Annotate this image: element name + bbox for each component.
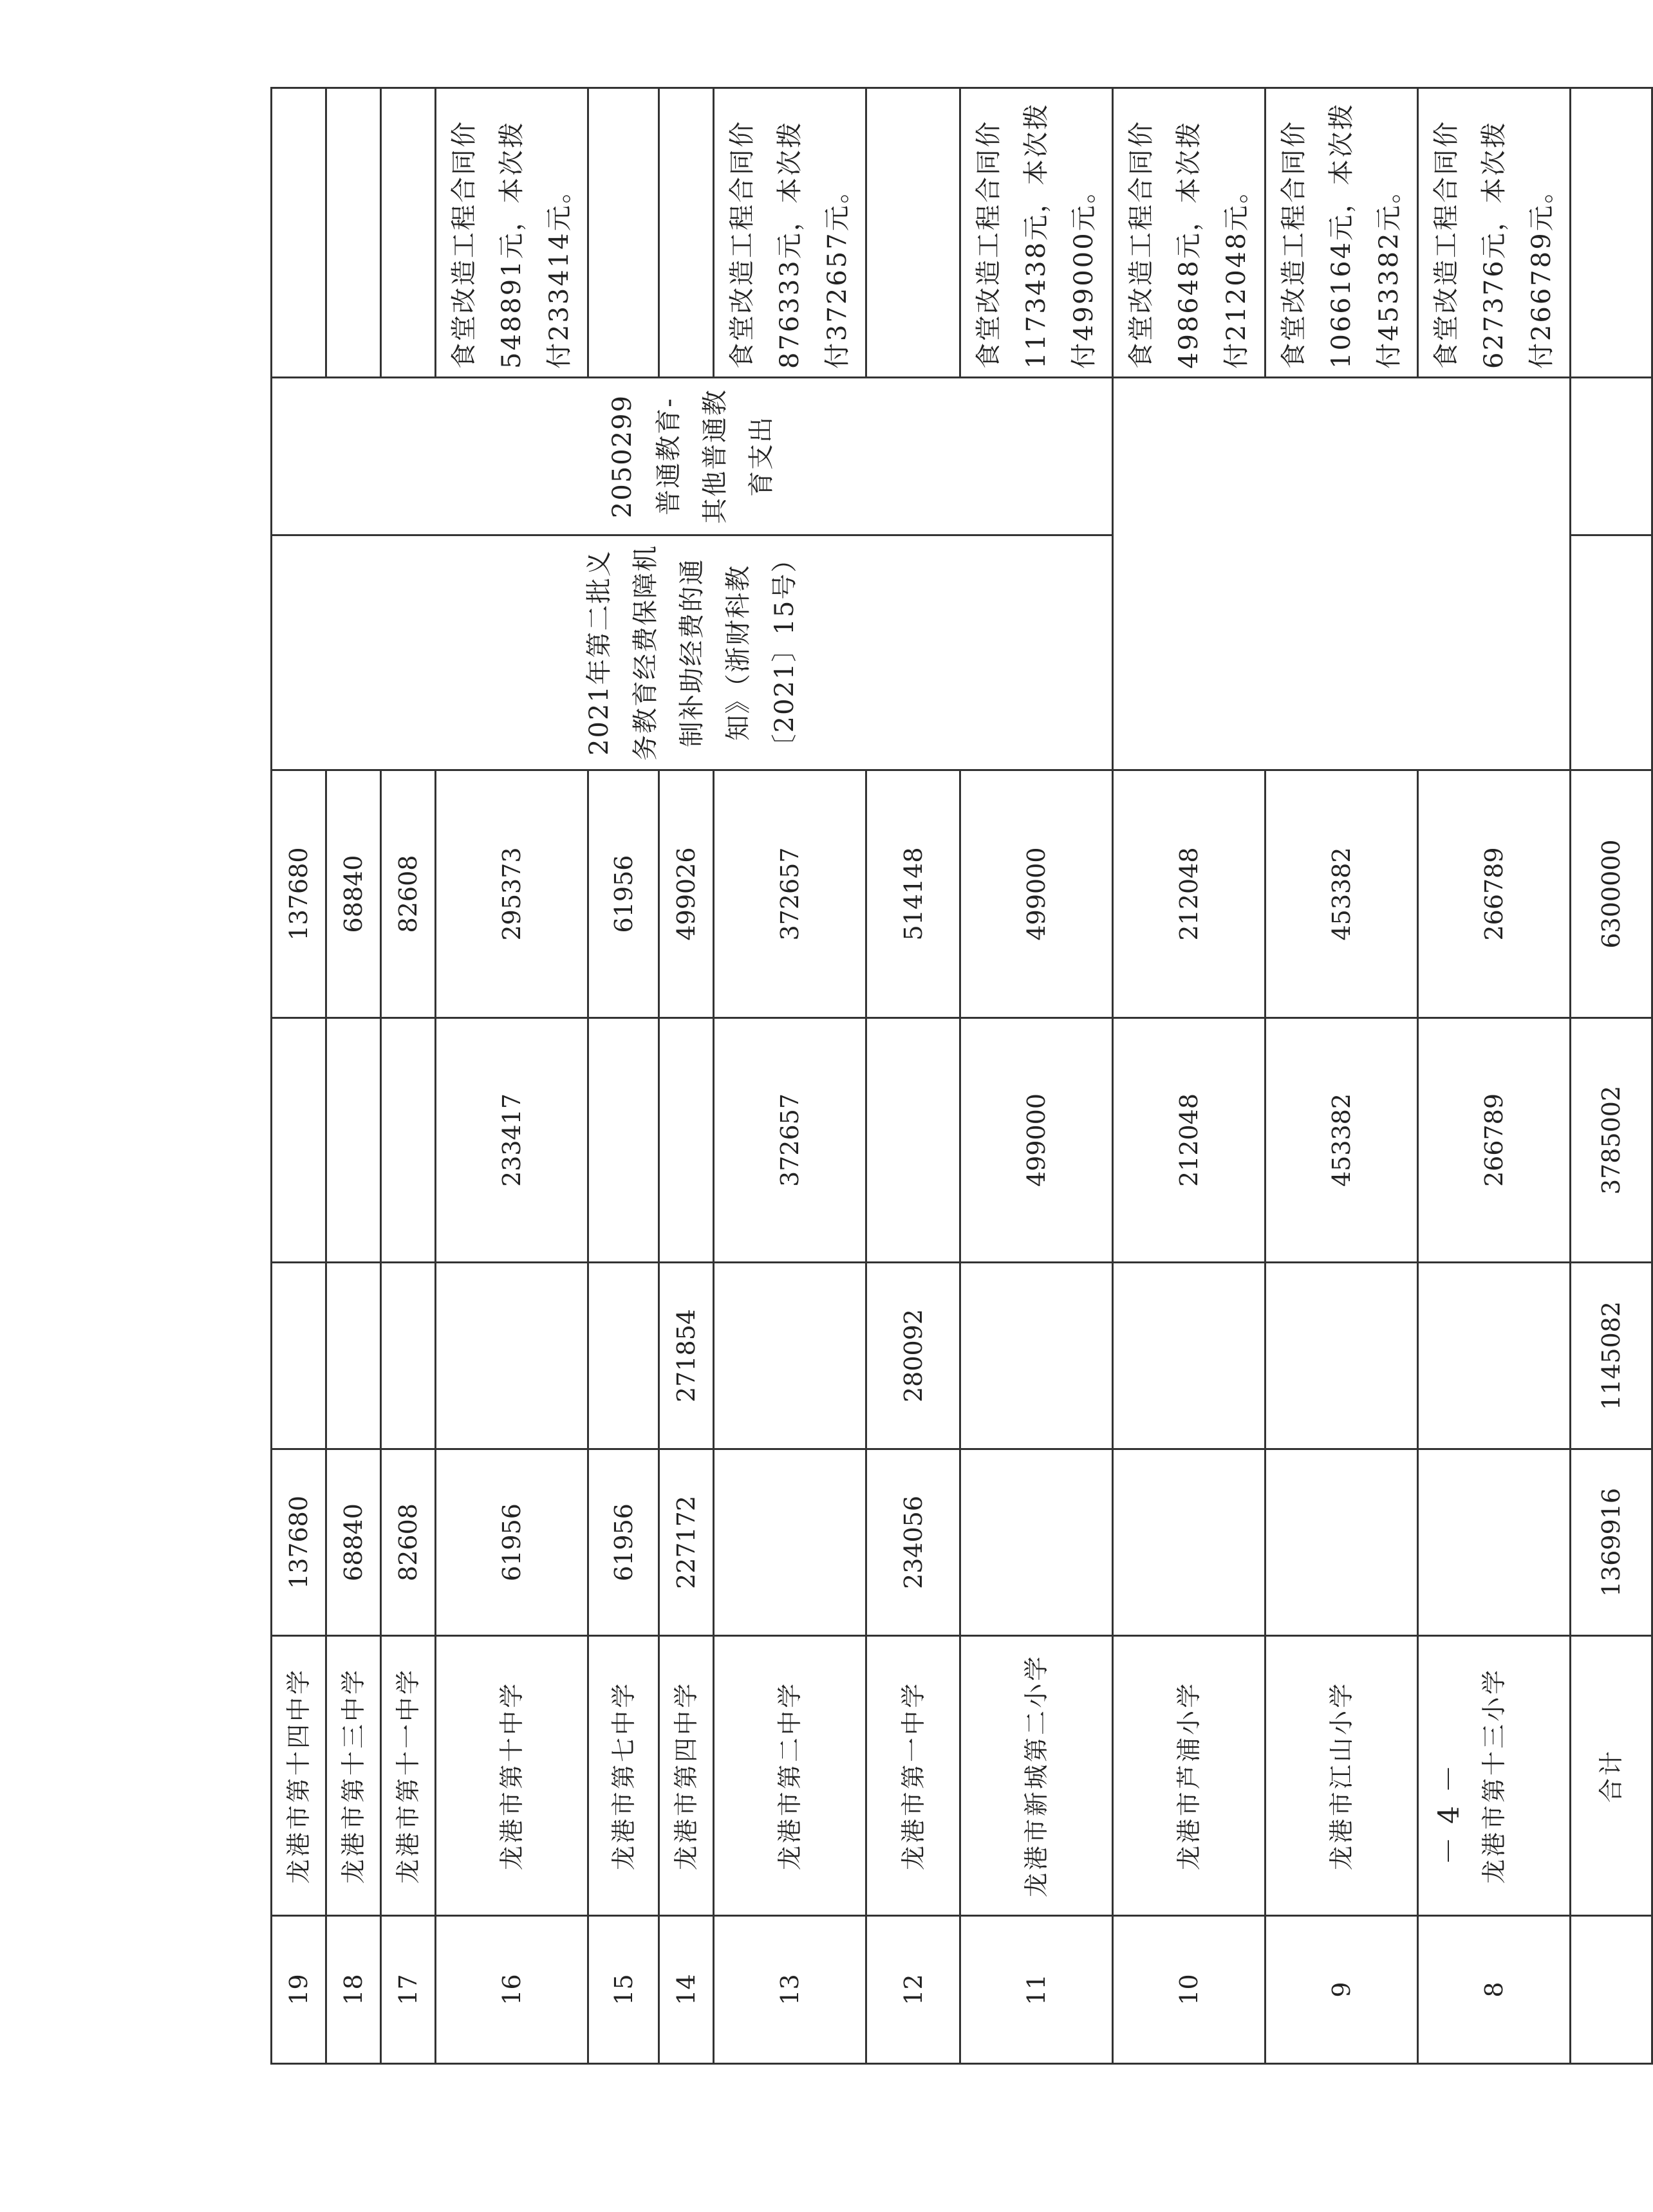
school-name: 龙港市新城第二小学: [960, 1636, 1113, 1916]
amount-b: [1418, 1263, 1571, 1449]
amount-total: 212048: [1113, 770, 1265, 1018]
summary-label: 合计: [1571, 1636, 1652, 1916]
amount-total: 499000: [960, 770, 1113, 1018]
row-number: 18: [326, 1916, 381, 2064]
amount-a: [714, 1449, 866, 1636]
amount-c: [588, 1018, 659, 1263]
amount-total: 61956: [588, 770, 659, 1018]
remark: 食堂改造工程合同价627376元，本次拨付266789元。: [1418, 88, 1571, 378]
row-number: 14: [659, 1916, 714, 2064]
row-number: 9: [1265, 1916, 1418, 2064]
summary-basis-blank: [1571, 535, 1652, 770]
page-number: －4－: [1433, 1752, 1466, 1865]
row-number: 10: [1113, 1916, 1265, 2064]
row-number: 17: [381, 1916, 436, 2064]
amount-a: [1113, 1449, 1265, 1636]
table-row: [272, 88, 326, 2064]
amount-c: [326, 1018, 381, 1263]
summary-a: 1369916: [1571, 1449, 1652, 1636]
amount-b: 271854: [659, 1263, 714, 1449]
amount-c: 372657: [714, 1018, 866, 1263]
amount-a: 61956: [588, 1449, 659, 1636]
amount-a: 68840: [326, 1449, 381, 1636]
amount-b: [272, 1263, 326, 1449]
remark: 食堂改造工程合同价498648元，本次拨付212048元。: [1113, 88, 1265, 378]
summary-note-blank: [1571, 88, 1652, 378]
amount-b: [1265, 1263, 1418, 1449]
rotated-table-wrapper: [270, 89, 1625, 2065]
row-number: 15: [588, 1916, 659, 2064]
amount-b: [436, 1263, 588, 1449]
row-number: 16: [436, 1916, 588, 2064]
summary-b: 1145082: [1571, 1263, 1652, 1449]
amount-b: [960, 1263, 1113, 1449]
school-name: 龙港市第十一中学: [381, 1636, 436, 1916]
amount-b: [1113, 1263, 1265, 1449]
merged-empty-cell: [1113, 378, 1571, 770]
amount-total: 137680: [272, 770, 326, 1018]
amount-total: 82608: [381, 770, 436, 1018]
amount-total: 68840: [326, 770, 381, 1018]
amount-a: 227172: [659, 1449, 714, 1636]
amount-c: [381, 1018, 436, 1263]
remark: [866, 88, 960, 378]
remark: [381, 88, 436, 378]
amount-c: [659, 1018, 714, 1263]
amount-total: 295373: [436, 770, 588, 1018]
amount-a: [1265, 1449, 1418, 1636]
amount-c: 212048: [1113, 1018, 1265, 1263]
amount-c: 453382: [1265, 1018, 1418, 1263]
row-number: 12: [866, 1916, 960, 2064]
amount-b: [714, 1263, 866, 1449]
summary-c: 3785002: [1571, 1018, 1652, 1263]
remark: 食堂改造工程合同价1066164元，本次拨付453382元。: [1265, 88, 1418, 378]
remark: 食堂改造工程合同价1173438元，本次拨付499000元。: [960, 88, 1113, 378]
school-name: 龙港市第一中学: [866, 1636, 960, 1916]
summary-blank: [1571, 1916, 1652, 2064]
school-name: 龙港市江山小学: [1265, 1636, 1418, 1916]
school-name: 龙港市第四中学: [659, 1636, 714, 1916]
amount-total: 372657: [714, 770, 866, 1018]
amount-b: [381, 1263, 436, 1449]
row-number: 11: [960, 1916, 1113, 2064]
amount-c: [272, 1018, 326, 1263]
amount-a: 137680: [272, 1449, 326, 1636]
amount-a: [1418, 1449, 1571, 1636]
row-number: 13: [714, 1916, 866, 2064]
remark: 食堂改造工程合同价548891元，本次拨付233414元。: [436, 88, 588, 378]
amount-total: 499026: [659, 770, 714, 1018]
amount-total: 514148: [866, 770, 960, 1018]
amount-a: 61956: [436, 1449, 588, 1636]
row-number: 8: [1418, 1916, 1571, 2064]
rotated-table-page: [270, 89, 1625, 2065]
school-name: 龙港市第十三中学: [326, 1636, 381, 1916]
summary-total: 6300000: [1571, 770, 1652, 1018]
funding-basis-document: 2021年第二批义务教育经费保障机制补助经费的通知》（浙财科教〔2021〕15号）: [272, 535, 1113, 770]
school-name: 龙港市芦浦小学: [1113, 1636, 1265, 1916]
remark: [272, 88, 326, 378]
amount-total: 453382: [1265, 770, 1418, 1018]
amount-c: 499000: [960, 1018, 1113, 1263]
remark: 食堂改造工程合同价876333元，本次拨付372657元。: [714, 88, 866, 378]
school-name: 龙港市第二中学: [714, 1636, 866, 1916]
school-name: 龙港市第十三小学: [1418, 1636, 1571, 1916]
amount-total: 266789: [1418, 770, 1571, 1018]
amount-a: [960, 1449, 1113, 1636]
budget-subject: [272, 378, 1113, 535]
amount-b: [326, 1263, 381, 1449]
summary-row: [1571, 88, 1652, 2064]
remark: [588, 88, 659, 378]
row-number: 19: [272, 1916, 326, 2064]
amount-c: 266789: [1418, 1018, 1571, 1263]
budget-subject-text: 普通教育-其他普通教育支出: [654, 389, 776, 524]
school-name: 龙港市第十中学: [436, 1636, 588, 1916]
school-name: 龙港市第十四中学: [272, 1636, 326, 1916]
amount-c: [866, 1018, 960, 1263]
amount-b: 280092: [866, 1263, 960, 1449]
remark: [326, 88, 381, 378]
amount-a: 82608: [381, 1449, 436, 1636]
school-name: 龙港市第七中学: [588, 1636, 659, 1916]
budget-subject-code: 2050299: [608, 394, 637, 519]
amount-a: 234056: [866, 1449, 960, 1636]
amount-b: [588, 1263, 659, 1449]
remark: [659, 88, 714, 378]
table-row: [1113, 88, 1265, 2064]
amount-c: 233417: [436, 1018, 588, 1263]
summary-subject-blank: [1571, 378, 1652, 535]
